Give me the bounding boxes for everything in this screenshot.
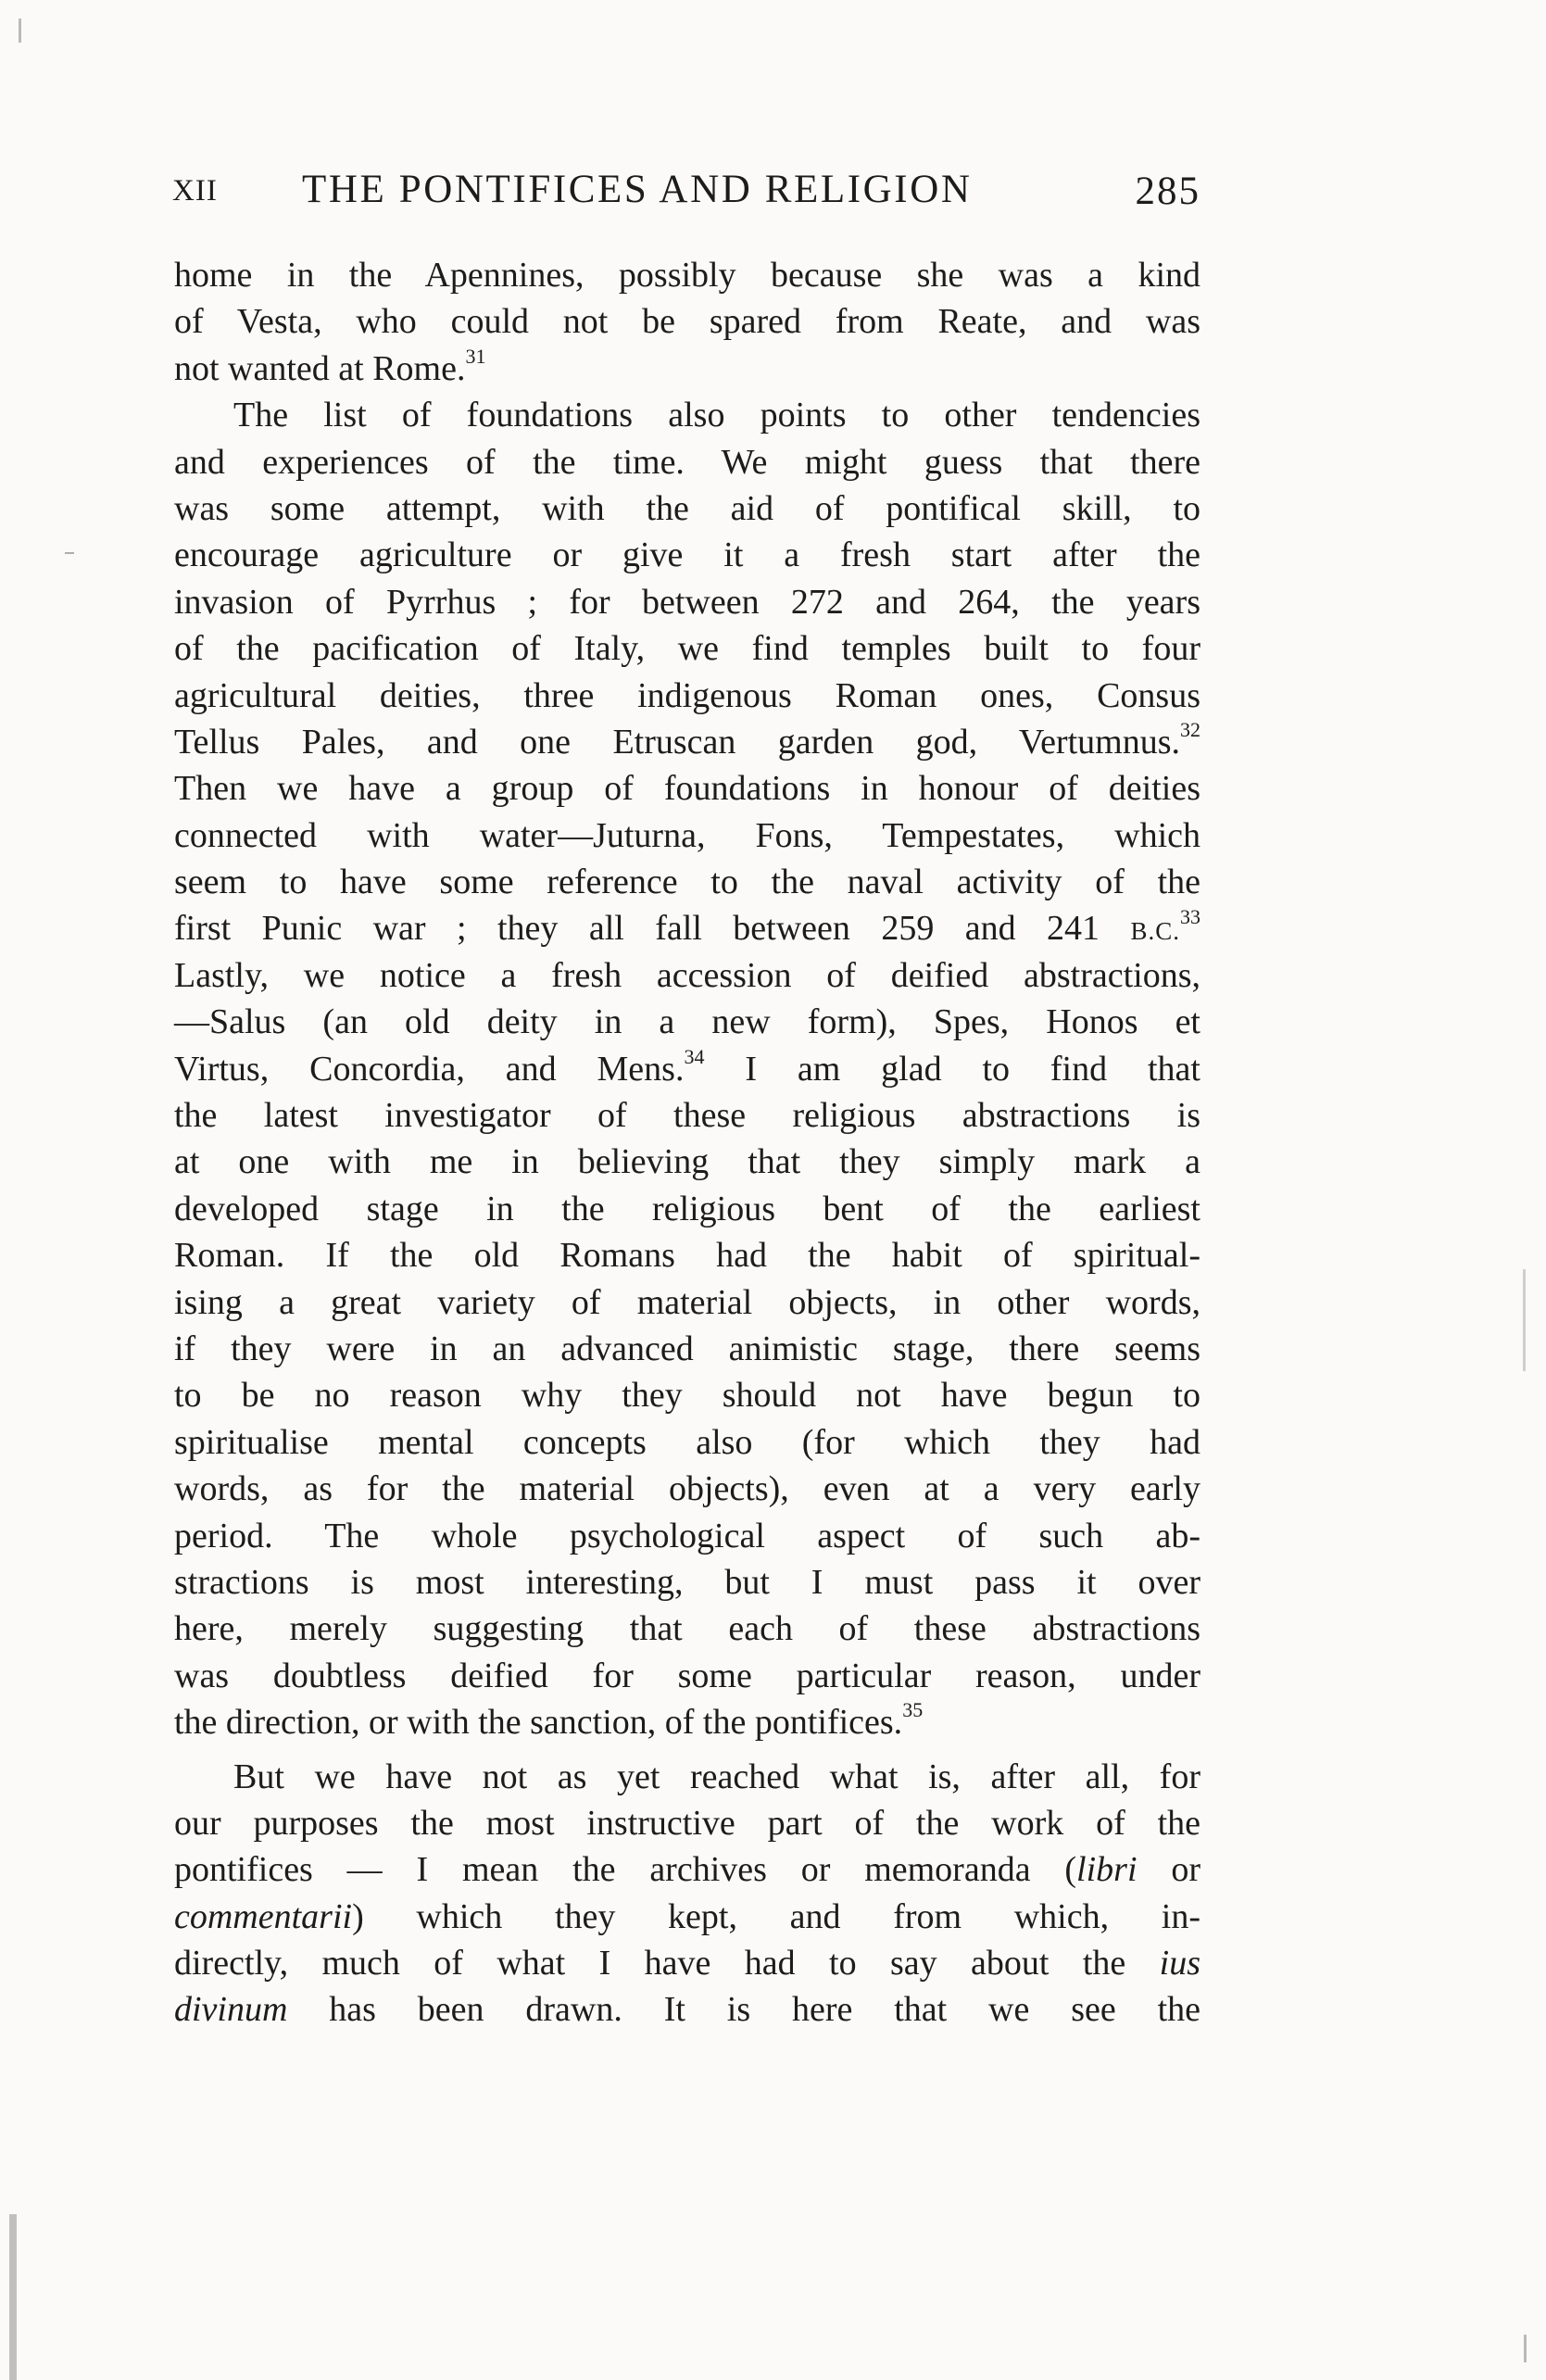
footnote-ref: 33 (1180, 904, 1200, 928)
text-line: invasion of Pyrrhus ; for between 272 and 264, the years (174, 582, 1200, 622)
text-line: Tellus Pales, and one Etruscan garden god, Vertumnus.$^{32}$ (174, 718, 1200, 762)
text-line: here, merely suggesting that each of these abstractions (174, 1609, 1200, 1649)
text-line: Lastly, we notice a fresh accession of deified abstractions, (174, 955, 1200, 995)
footnote-ref: 34 (684, 1044, 705, 1068)
chapter-numeral: XII (172, 174, 218, 208)
page-number: 285 (1135, 170, 1200, 213)
latin-term: libri (1076, 1850, 1138, 1890)
text-line: seem to have some reference to the naval activity of the (174, 863, 1200, 902)
footnote-ref: 31 (465, 345, 486, 369)
text-line: home in the Apennines, possibly because she was a kind (174, 256, 1200, 295)
text-line: developed stage in the religious bent of the earliest (174, 1189, 1200, 1228)
running-title: THE PONTIFICES AND RELIGION (302, 168, 973, 211)
latin-term: commentarii (174, 1896, 353, 1936)
scan-mark (1523, 1269, 1526, 1371)
text-line: Virtus, Concordia, and Mens.$^{34}$ I am glad to find that (174, 1044, 1200, 1089)
small-caps-era: B.C. (1130, 917, 1180, 946)
footnote-ref: 32 (1180, 718, 1200, 742)
text-line: to be no reason why they should not have begun to (174, 1376, 1200, 1416)
text-line: agricultural deities, three indigenous Roman ones, Consus (174, 675, 1200, 715)
text-line: words, as for the material objects), even at a very early (174, 1469, 1200, 1509)
text-line: directly, much of what I have had to say about the ius (174, 1944, 1200, 1983)
text-line: spiritualise mental concepts also (for which they had (174, 1422, 1200, 1462)
text-line: first Punic war ; they all fall between 259 and 241 B.C.$^{33}$ (174, 904, 1200, 949)
scan-mark (19, 19, 21, 43)
latin-term: ius (1159, 1944, 1200, 1983)
text-line: at one with me in believing that they simply mark a (174, 1142, 1200, 1182)
text-line: stractions is most interesting, but I must pass it over (174, 1562, 1200, 1602)
text-line: Then we have a group of foundations in honour of deities (174, 769, 1200, 809)
latin-term: divinum (174, 1990, 288, 2030)
text-line: pontifices — I mean the archives or memoranda (libri or (174, 1850, 1200, 1890)
text-line: the direction, or with the sanction, of the pontifices.$^{35}$ (174, 1698, 924, 1743)
running-header (172, 167, 1200, 222)
paragraph-gap (174, 1746, 1200, 1754)
text-line: of Vesta, who could not be spared from Reate, and was (174, 302, 1200, 342)
scan-mark (1524, 2335, 1527, 2362)
text-line: commentarii) which they kept, and from which, in- (174, 1896, 1200, 1936)
text-line: encourage agriculture or give it a fresh start after the (174, 535, 1200, 575)
scan-mark (9, 2214, 17, 2380)
text-line: was some attempt, with the aid of pontifical skill, to (174, 488, 1200, 528)
text-line: Roman. If the old Romans had the habit of spiritual- (174, 1236, 1200, 1276)
text-line: But we have not as yet reached what is, after all, for (233, 1757, 1200, 1796)
scan-mark (65, 552, 74, 554)
footnote-ref: 35 (902, 1698, 924, 1722)
text-line: if they were in an advanced animistic stage, there seems (174, 1329, 1200, 1368)
text-line: was doubtless deified for some particular reason, under (174, 1656, 1200, 1695)
text-line: and experiences of the time. We might guess that there (174, 442, 1200, 482)
text-line: period. The whole psychological aspect of such ab- (174, 1516, 1200, 1555)
body-text (174, 252, 1200, 2034)
text-line: our purposes the most instructive part of the work of the (174, 1803, 1200, 1843)
text-line: the latest investigator of these religious abstractions is (174, 1096, 1200, 1136)
text-line: —Salus (an old deity in a new form), Spes, Honos et (174, 1002, 1200, 1042)
text-line: not wanted at Rome.$^{31}$ (174, 345, 486, 388)
text-line: divinum has been drawn. It is here that we see the (174, 1990, 1200, 2030)
text-line: The list of foundations also points to other tendencies (233, 396, 1200, 435)
text-line: connected with water—Juturna, Fons, Tempestates, which (174, 815, 1200, 855)
text-line: ising a great variety of material objects, in other words, (174, 1282, 1200, 1322)
text-line: of the pacification of Italy, we find temples built to four (174, 629, 1200, 669)
